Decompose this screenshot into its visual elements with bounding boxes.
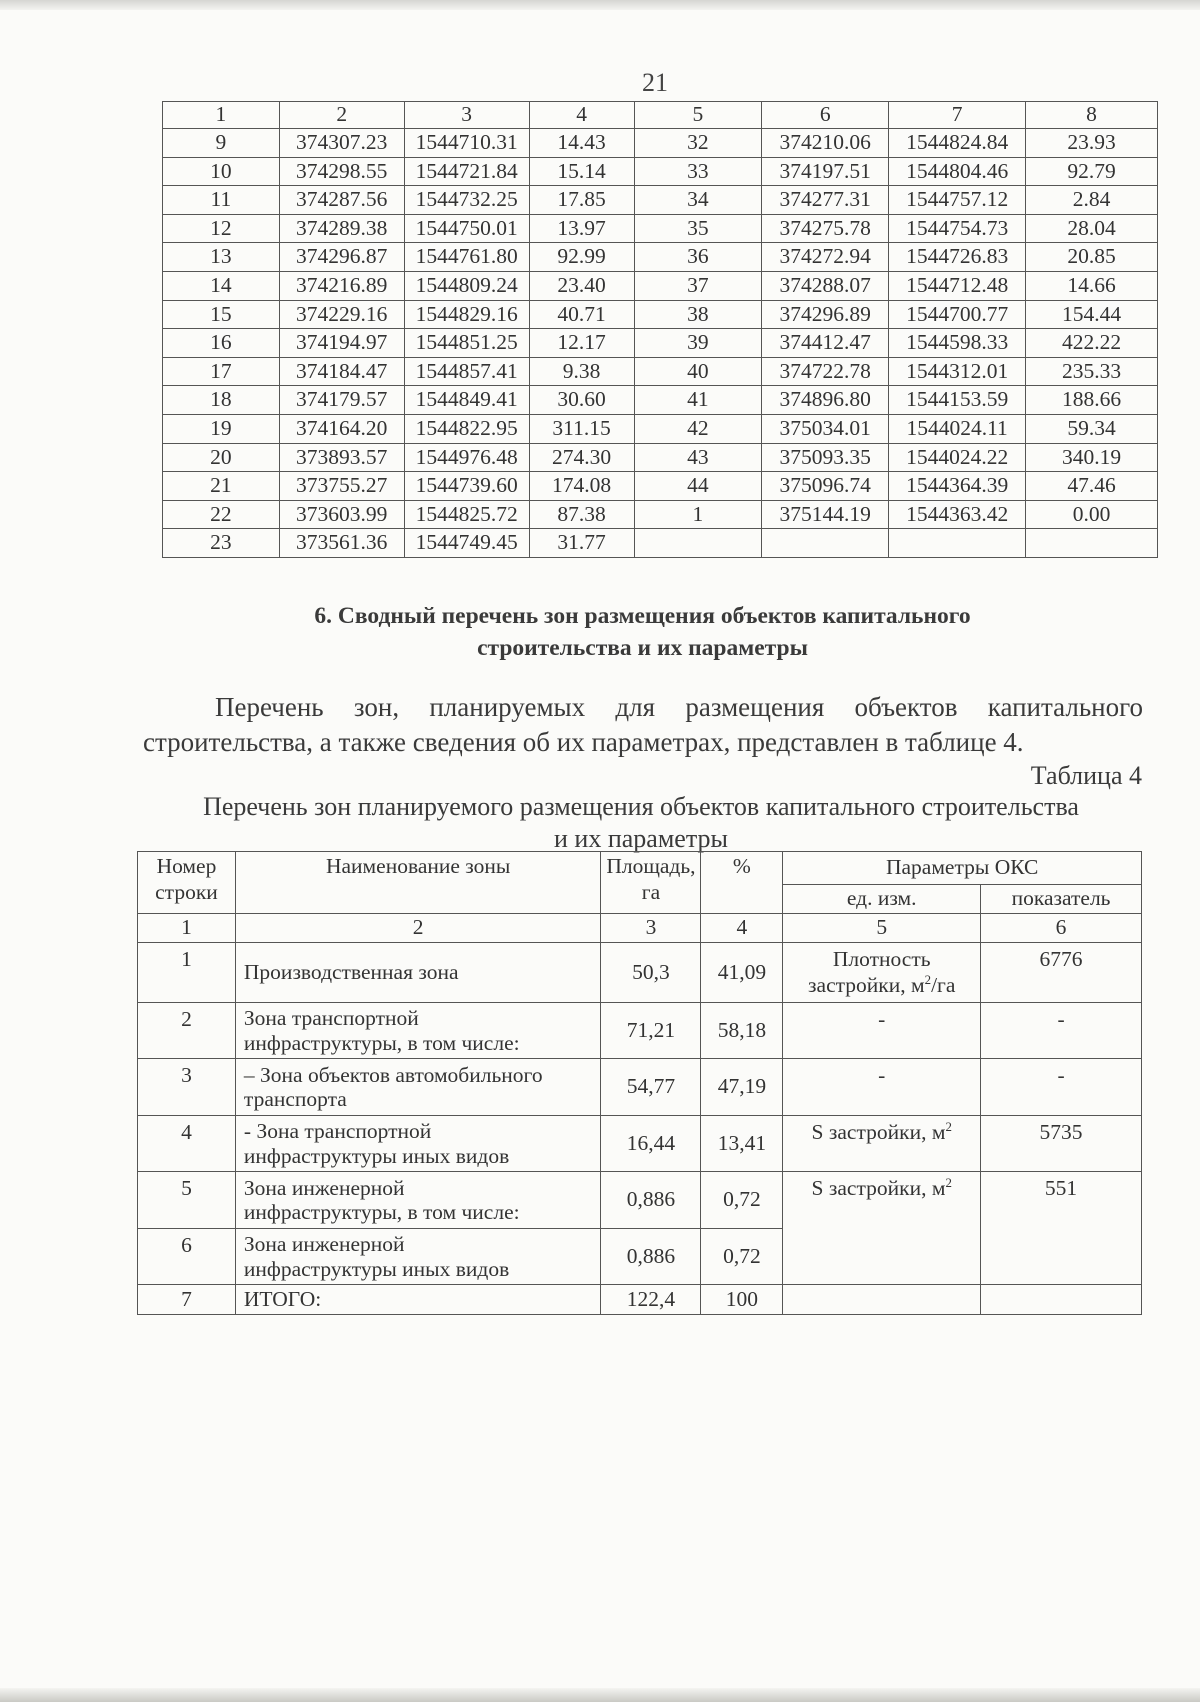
table-cell: 1544363.42	[889, 500, 1026, 529]
table-cell: 1544851.25	[404, 329, 529, 358]
table-cell	[634, 529, 762, 558]
row-number: 6	[138, 1229, 236, 1285]
table-cell: 374275.78	[762, 214, 889, 243]
table-cell: 1544824.84	[889, 129, 1026, 158]
table-cell: 1544732.25	[404, 186, 529, 215]
table-cell	[889, 529, 1026, 558]
oks-unit-tail: /га	[931, 972, 956, 997]
oks-unit-superscript: 2	[924, 972, 932, 987]
table-cell: 374216.89	[279, 271, 404, 300]
header-area	[601, 852, 701, 914]
table-row	[163, 472, 1158, 501]
table-cell: 59.34	[1026, 414, 1158, 443]
table-cell: 1544750.01	[404, 214, 529, 243]
section-title	[150, 600, 1135, 664]
zone-area: 71,21	[601, 1003, 701, 1059]
oks-value: -	[981, 1059, 1142, 1116]
zone-name	[235, 1172, 601, 1229]
table-cell: 375093.35	[762, 443, 889, 472]
table-cell: 21	[163, 472, 280, 501]
table-cell: 44	[634, 472, 762, 501]
table-cell: 39	[634, 329, 762, 358]
zone-name-line1: Зона инженерной	[243, 1175, 405, 1200]
table-cell: 374287.56	[279, 186, 404, 215]
table-cell: 1544809.24	[404, 271, 529, 300]
table-cell: 33	[634, 157, 762, 186]
table-cell: 1544829.16	[404, 300, 529, 329]
table-cell: 43	[634, 443, 762, 472]
page-number: 21	[642, 68, 668, 97]
header-row-number-line1: Номер	[156, 854, 217, 878]
table-cell: 374296.87	[279, 243, 404, 272]
header-zone-name: Наименование зоны	[235, 852, 601, 914]
table-cell: 13	[163, 243, 280, 272]
table-cell: 374194.97	[279, 329, 404, 358]
table-cell: 36	[634, 243, 762, 272]
table-row	[163, 329, 1158, 358]
section-title-line1: 6. Сводный перечень зон размещения объектов капитального	[314, 603, 971, 629]
table-label: Таблица 4	[1030, 761, 1142, 790]
oks-unit	[783, 1116, 981, 1172]
table-cell: 374229.16	[279, 300, 404, 329]
table-row	[163, 500, 1158, 529]
table-cell: 31.77	[529, 529, 634, 558]
table-cell: 1544710.31	[404, 129, 529, 158]
column-header: 5	[634, 102, 762, 129]
table-row-total	[138, 1285, 1142, 1315]
table-cell	[1026, 529, 1158, 558]
table-cell: 274.30	[529, 443, 634, 472]
oks-value: 5735	[981, 1116, 1142, 1172]
table-row	[163, 414, 1158, 443]
table-cell: 373755.27	[279, 472, 404, 501]
section-title-line2: строительства и их параметры	[477, 635, 808, 661]
zone-name-line2: инфраструктуры, в том числе:	[243, 1030, 520, 1055]
zone-name	[235, 1116, 601, 1172]
table-cell: 1544822.95	[404, 414, 529, 443]
table-cell: 1544024.22	[889, 443, 1026, 472]
table-cell: 373893.57	[279, 443, 404, 472]
zone-area: 0,886	[601, 1229, 701, 1285]
table-cell: 87.38	[529, 500, 634, 529]
table-cell: 188.66	[1026, 386, 1158, 415]
column-header: 7	[889, 102, 1026, 129]
column-header: 3	[404, 102, 529, 129]
table-cell: 1544598.33	[889, 329, 1026, 358]
zone-name-line2: инфраструктуры иных видов	[243, 1256, 510, 1281]
table-cell: 19	[163, 414, 280, 443]
header-indicator: показатель	[981, 885, 1142, 914]
table-cell: 23.93	[1026, 129, 1158, 158]
zone-name-line2: инфраструктуры иных видов	[243, 1143, 510, 1168]
table-cell: 374298.55	[279, 157, 404, 186]
table-row	[163, 243, 1158, 272]
column-number: 5	[783, 914, 981, 943]
table-row	[163, 214, 1158, 243]
table-cell: 1544700.77	[889, 300, 1026, 329]
table-caption-line1: Перечень зон планируемого размещения объектов капитального строительства	[203, 792, 1079, 821]
table-cell: 13.97	[529, 214, 634, 243]
table-cell: 22	[163, 500, 280, 529]
table-cell: 20.85	[1026, 243, 1158, 272]
table-cell: 1544849.41	[404, 386, 529, 415]
table-cell: 1544721.84	[404, 157, 529, 186]
zone-percent: 41,09	[701, 943, 783, 1003]
table-cell: 14.43	[529, 129, 634, 158]
table-cell: 374722.78	[762, 357, 889, 386]
scan-edge-top	[0, 0, 1200, 10]
oks-unit	[783, 943, 981, 1003]
zone-percent: 13,41	[701, 1116, 783, 1172]
table-cell: 374296.89	[762, 300, 889, 329]
zone-percent: 0,72	[701, 1229, 783, 1285]
zone-area: 16,44	[601, 1116, 701, 1172]
table-cell: 375096.74	[762, 472, 889, 501]
table-cell: 37	[634, 271, 762, 300]
table-cell: 15	[163, 300, 280, 329]
table-cell: 16	[163, 329, 280, 358]
table-row	[163, 529, 1158, 558]
table-cell: 17	[163, 357, 280, 386]
column-number: 3	[601, 914, 701, 943]
table-cell: 41	[634, 386, 762, 415]
header-area-line2: га	[641, 879, 661, 904]
table-cell: 174.08	[529, 472, 634, 501]
column-number: 6	[981, 914, 1142, 943]
header-percent: %	[701, 852, 783, 914]
table-row	[138, 1059, 1142, 1116]
table-cell: 2.84	[1026, 186, 1158, 215]
table-cell: 9	[163, 129, 280, 158]
oks-value: 551	[981, 1172, 1142, 1285]
oks-unit-line1: Плотность	[832, 946, 931, 971]
oks-unit-superscript: 2	[945, 1175, 952, 1190]
table-cell: 30.60	[529, 386, 634, 415]
table-row	[163, 357, 1158, 386]
table-cell: 375034.01	[762, 414, 889, 443]
table-cell: 38	[634, 300, 762, 329]
table-cell: 340.19	[1026, 443, 1158, 472]
zone-name: Производственная зона	[235, 943, 601, 1003]
oks-value: 6776	[981, 943, 1142, 1003]
table-cell: 1544024.11	[889, 414, 1026, 443]
column-number: 2	[235, 914, 601, 943]
table-cell: 1	[634, 500, 762, 529]
table-cell: 18	[163, 386, 280, 415]
row-number: 3	[138, 1059, 236, 1116]
column-header: 2	[279, 102, 404, 129]
oks-value	[981, 1285, 1142, 1315]
table-caption-line2: и их параметры	[554, 824, 728, 853]
table-cell: 311.15	[529, 414, 634, 443]
table-row	[138, 1116, 1142, 1172]
zone-area: 0,886	[601, 1172, 701, 1229]
header-unit: ед. изм.	[783, 885, 981, 914]
table-cell: 374307.23	[279, 129, 404, 158]
table-cell: 235.33	[1026, 357, 1158, 386]
table-row	[163, 300, 1158, 329]
table-cell: 374272.94	[762, 243, 889, 272]
table-row	[163, 386, 1158, 415]
table-cell: 12.17	[529, 329, 634, 358]
table-cell: 47.46	[1026, 472, 1158, 501]
table-cell: 20	[163, 443, 280, 472]
table-row	[163, 129, 1158, 158]
column-number: 4	[701, 914, 783, 943]
zones-column-numbers-row	[138, 914, 1142, 943]
zone-area: 50,3	[601, 943, 701, 1003]
table-cell: 17.85	[529, 186, 634, 215]
table-cell: 1544712.48	[889, 271, 1026, 300]
table-cell: 1544976.48	[404, 443, 529, 472]
table-cell: 154.44	[1026, 300, 1158, 329]
zone-name-line1: - Зона транспортной	[243, 1119, 432, 1144]
table-row	[138, 943, 1142, 1003]
table-row	[138, 1172, 1142, 1229]
table-row	[163, 271, 1158, 300]
zone-name	[235, 1003, 601, 1059]
table-row	[138, 1003, 1142, 1059]
zone-name	[235, 1229, 601, 1285]
table-cell: 32	[634, 129, 762, 158]
oks-unit-line2	[783, 973, 980, 999]
row-number: 1	[138, 943, 236, 1003]
zone-name	[235, 1059, 601, 1116]
oks-unit-text: S застройки, м	[811, 1176, 946, 1200]
table-cell: 1544312.01	[889, 357, 1026, 386]
table-cell: 1544804.46	[889, 157, 1026, 186]
table-cell: 14.66	[1026, 271, 1158, 300]
table-cell: 1544749.45	[404, 529, 529, 558]
table-cell: 10	[163, 157, 280, 186]
oks-unit-text: S застройки, м	[811, 1120, 946, 1144]
table-cell: 92.79	[1026, 157, 1158, 186]
row-number: 2	[138, 1003, 236, 1059]
oks-unit: -	[783, 1003, 981, 1059]
table-row	[163, 157, 1158, 186]
zone-area: 54,77	[601, 1059, 701, 1116]
table-cell: 35	[634, 214, 762, 243]
table-cell: 1544153.59	[889, 386, 1026, 415]
table-cell: 9.38	[529, 357, 634, 386]
table-cell: 34	[634, 186, 762, 215]
table-cell: 1544825.72	[404, 500, 529, 529]
oks-unit: -	[783, 1059, 981, 1116]
table-cell: 1544364.39	[889, 472, 1026, 501]
zones-header-row	[138, 852, 1142, 885]
table-cell: 40	[634, 357, 762, 386]
column-number: 1	[138, 914, 236, 943]
table-cell: 11	[163, 186, 280, 215]
table-cell: 374164.20	[279, 414, 404, 443]
table-cell: 373603.99	[279, 500, 404, 529]
table-cell: 1544761.80	[404, 243, 529, 272]
column-header: 8	[1026, 102, 1158, 129]
table-caption	[140, 791, 1142, 855]
oks-unit-text: застройки, м	[808, 972, 925, 997]
intro-paragraph: Перечень зон, планируемых для размещения объектов капитального строительства, а также сведения об их параметрах, представлен в таблице 4.	[143, 692, 1143, 757]
table-cell: 374197.51	[762, 157, 889, 186]
row-number: 5	[138, 1172, 236, 1229]
table-cell: 14	[163, 271, 280, 300]
table-cell: 40.71	[529, 300, 634, 329]
table-cell: 374896.80	[762, 386, 889, 415]
table-cell: 42	[634, 414, 762, 443]
zone-name: ИТОГО:	[235, 1285, 601, 1315]
table-cell: 15.14	[529, 157, 634, 186]
table-cell: 1544857.41	[404, 357, 529, 386]
table-cell: 23.40	[529, 271, 634, 300]
table-cell: 374210.06	[762, 129, 889, 158]
header-row-number-line2: строки	[155, 879, 218, 904]
row-number: 4	[138, 1116, 236, 1172]
table-cell: 1544757.12	[889, 186, 1026, 215]
oks-value: -	[981, 1003, 1142, 1059]
table-cell: 12	[163, 214, 280, 243]
header-area-line1: Площадь,	[606, 854, 696, 878]
table-row	[163, 186, 1158, 215]
table-cell: 374412.47	[762, 329, 889, 358]
oks-unit-superscript: 2	[945, 1119, 952, 1134]
table-header-row	[163, 102, 1158, 129]
zones-table	[137, 851, 1142, 1315]
table-cell: 1544754.73	[889, 214, 1026, 243]
zone-percent: 58,18	[701, 1003, 783, 1059]
table-cell: 374277.31	[762, 186, 889, 215]
table-cell: 374289.38	[279, 214, 404, 243]
zone-name-line1: Зона инженерной	[243, 1232, 405, 1257]
column-header: 6	[762, 102, 889, 129]
zone-name-line2: инфраструктуры, в том числе:	[243, 1200, 520, 1224]
table-cell: 0.00	[1026, 500, 1158, 529]
oks-unit	[783, 1285, 981, 1315]
header-row-number	[138, 852, 236, 914]
row-number: 7	[138, 1285, 236, 1315]
zone-percent: 0,72	[701, 1172, 783, 1229]
zone-name-line1: – Зона объектов автомобильного	[243, 1062, 543, 1087]
coordinates-table-body	[163, 102, 1158, 558]
coordinates-table	[162, 101, 1158, 558]
table-row	[163, 443, 1158, 472]
oks-unit	[783, 1172, 981, 1285]
column-header: 1	[163, 102, 280, 129]
zone-percent: 47,19	[701, 1059, 783, 1116]
table-cell: 374184.47	[279, 357, 404, 386]
zone-name-line2: транспорта	[243, 1087, 347, 1111]
table-cell: 28.04	[1026, 214, 1158, 243]
table-cell: 422.22	[1026, 329, 1158, 358]
header-oks-params: Параметры ОКС	[783, 852, 1142, 885]
scan-edge-bottom	[0, 1688, 1200, 1702]
table-cell: 1544726.83	[889, 243, 1026, 272]
column-header: 4	[529, 102, 634, 129]
table-cell: 374288.07	[762, 271, 889, 300]
table-cell: 23	[163, 529, 280, 558]
zone-name-line1: Зона транспортной	[243, 1006, 419, 1031]
table-cell: 375144.19	[762, 500, 889, 529]
zone-area: 122,4	[601, 1285, 701, 1315]
table-cell	[762, 529, 889, 558]
table-cell: 1544739.60	[404, 472, 529, 501]
zone-percent: 100	[701, 1285, 783, 1315]
table-cell: 92.99	[529, 243, 634, 272]
table-cell: 374179.57	[279, 386, 404, 415]
table-cell: 373561.36	[279, 529, 404, 558]
